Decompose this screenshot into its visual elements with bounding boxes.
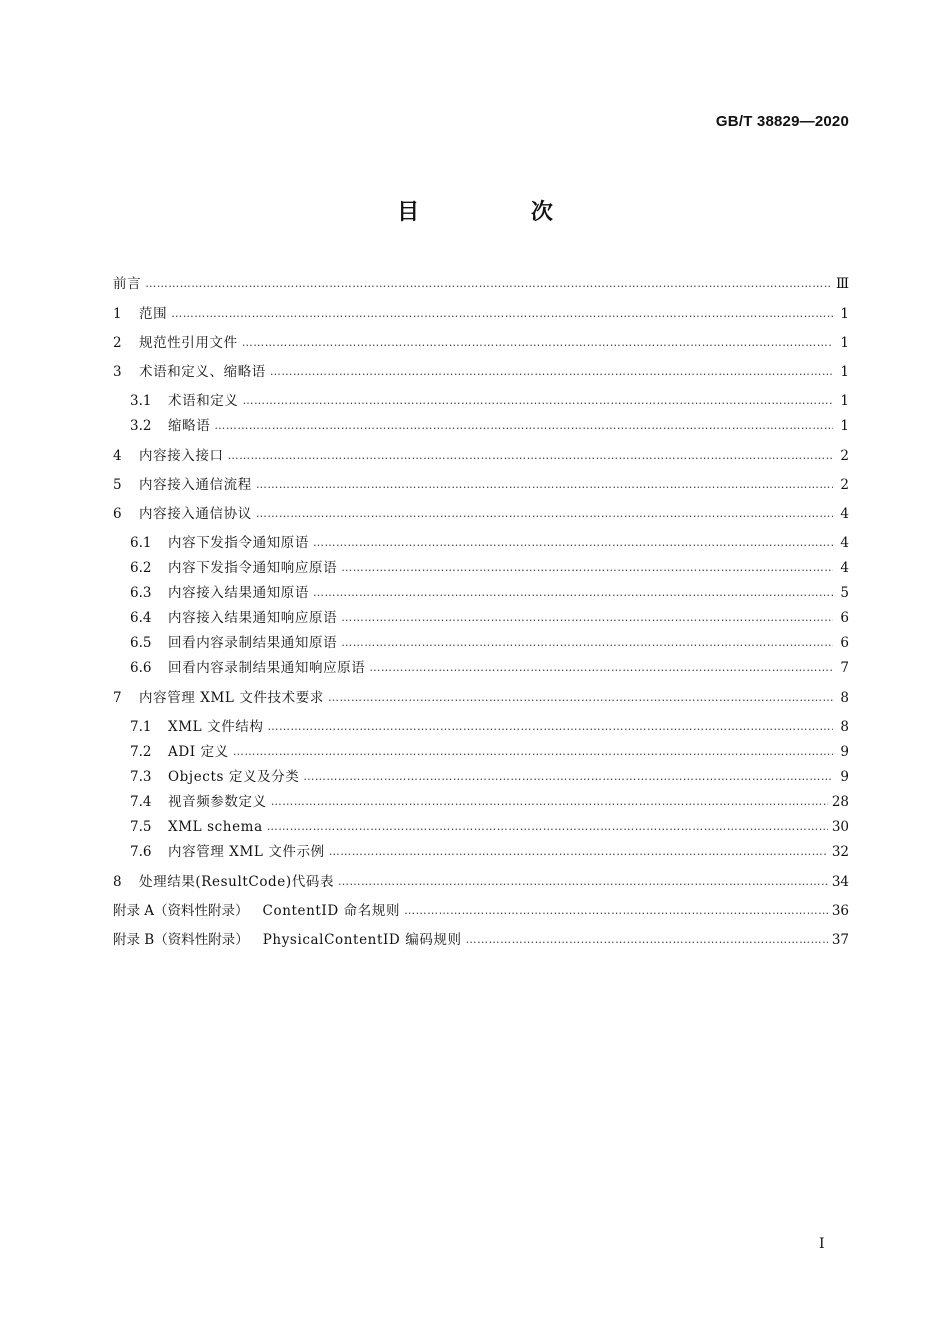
toc-entry-page: 32: [831, 844, 849, 860]
toc-entry[interactable]: [130, 632, 849, 654]
toc-entry-number: 7.4: [130, 794, 152, 810]
toc-entry-number: 3: [113, 364, 122, 380]
toc-entry-page: 8: [840, 690, 849, 706]
toc-entry-number: 6.1: [130, 535, 152, 551]
toc-entry-page: 1: [840, 364, 849, 380]
toc-entry-title: 回看内容录制结果通知原语: [168, 635, 338, 651]
toc-entry-page: 5: [840, 585, 849, 601]
toc-entry[interactable]: [130, 557, 849, 579]
toc-entry-number: 1: [113, 306, 122, 322]
dot-leader: [369, 657, 833, 679]
toc-entry-number: 7.2: [130, 744, 152, 760]
toc-entry[interactable]: [113, 871, 849, 893]
toc-entry-title: 处理结果(ResultCode)代码表: [139, 874, 335, 890]
toc-entry[interactable]: [130, 532, 849, 554]
toc-entry[interactable]: [113, 503, 849, 525]
dot-leader: [228, 445, 833, 467]
dot-leader: [341, 557, 833, 579]
toc-entry-number: 2: [113, 335, 122, 351]
toc-entry-number: 5: [113, 477, 122, 493]
toc-entry-title: 内容管理 XML 文件示例: [168, 844, 325, 860]
toc-entry-page: 28: [831, 794, 849, 810]
dot-leader: [466, 929, 828, 951]
toc-entry[interactable]: [130, 791, 849, 813]
toc-entry-page: 4: [840, 560, 849, 576]
dot-leader: [404, 900, 828, 922]
toc-entry-page: 37: [831, 932, 849, 948]
toc-entry[interactable]: [113, 445, 849, 467]
toc-entry-title: 前言: [113, 276, 142, 292]
dot-leader: [303, 766, 833, 788]
toc-entry-title: ContentID 命名规则: [262, 903, 401, 919]
toc-entry-page: Ⅲ: [835, 276, 849, 292]
toc-entry-title: 内容接入通信协议: [139, 506, 252, 522]
toc-entry-number: 7.3: [130, 769, 152, 785]
toc-entry-number: 6.4: [130, 610, 152, 626]
dot-leader: [267, 816, 828, 838]
toc-entry[interactable]: [113, 900, 849, 922]
toc-entry[interactable]: [113, 303, 849, 325]
toc-entry-title: XML 文件结构: [168, 719, 264, 735]
toc-entry[interactable]: [130, 582, 849, 604]
toc-entry-title: 内容接入通信流程: [139, 477, 252, 493]
toc-entry[interactable]: [130, 390, 849, 412]
standard-number: GB/T 38829—2020: [715, 113, 849, 130]
toc-entry-number: 6.5: [130, 635, 152, 651]
dot-leader: [341, 632, 833, 654]
toc-appendix-label: 附录 B（资料性附录）: [113, 932, 249, 948]
dot-leader: [338, 871, 828, 893]
toc-entry-number: 6.6: [130, 660, 152, 676]
toc-entry-page: 6: [840, 610, 849, 626]
toc-entry-page: 4: [840, 506, 849, 522]
dot-leader: [328, 687, 833, 709]
toc-entry-title: 缩略语: [168, 418, 211, 434]
toc-entry[interactable]: [130, 716, 849, 738]
toc-entry-number: 3.2: [130, 418, 152, 434]
toc-entry-page: 1: [840, 393, 849, 409]
toc-entry-title: ADI 定义: [168, 744, 229, 760]
dot-leader: [233, 741, 833, 763]
toc-entry-title: XML schema: [168, 819, 263, 835]
toc-entry[interactable]: [113, 332, 849, 354]
toc-entry-title: 范围: [139, 306, 168, 322]
toc-entry-page: 8: [840, 719, 849, 735]
toc-entry[interactable]: [130, 607, 849, 629]
dot-leader: [341, 607, 833, 629]
toc-entry-number: 6.3: [130, 585, 152, 601]
toc-entry-page: 2: [840, 448, 849, 464]
toc-entry-title: Objects 定义及分类: [168, 769, 300, 785]
toc-entry-page: 1: [840, 306, 849, 322]
toc-entry-number: 7.6: [130, 844, 152, 860]
dot-leader: [268, 716, 834, 738]
toc-entry-page: 34: [831, 874, 849, 890]
toc-entry-title: PhysicalContentID 编码规则: [262, 932, 462, 948]
toc-entry-title: 内容接入结果通知响应原语: [168, 610, 338, 626]
toc-entry-title: 内容下发指令通知响应原语: [168, 560, 338, 576]
toc-entry[interactable]: [113, 273, 849, 295]
toc-entry-page: 36: [831, 903, 849, 919]
toc-entry[interactable]: [130, 841, 849, 863]
toc-entry-title: 视音频参数定义: [168, 794, 267, 810]
toc-entry-page: 9: [840, 769, 849, 785]
toc-appendix-label: 附录 A（资料性附录）: [113, 903, 249, 919]
toc-entry[interactable]: [130, 741, 849, 763]
toc-entry-title: 内容下发指令通知原语: [168, 535, 309, 551]
toc-entry[interactable]: [113, 361, 849, 383]
toc-entry-title: 内容接入结果通知原语: [168, 585, 309, 601]
toc-entry[interactable]: [113, 687, 849, 709]
toc-entry[interactable]: [130, 816, 849, 838]
dot-leader: [171, 303, 833, 325]
dot-leader: [271, 791, 828, 813]
toc-entry-page: 1: [840, 418, 849, 434]
toc-entry-title: 术语和定义: [168, 393, 239, 409]
toc-entry-title: 术语和定义、缩略语: [139, 364, 266, 380]
toc-entry-page: 30: [831, 819, 849, 835]
toc-entry-page: 1: [840, 335, 849, 351]
dot-leader: [329, 841, 828, 863]
dot-leader: [243, 390, 834, 412]
toc-entry[interactable]: [130, 657, 849, 679]
dot-leader: [256, 474, 833, 496]
toc-entry[interactable]: [130, 415, 849, 437]
dot-leader: [270, 361, 833, 383]
toc-entry-number: 6.2: [130, 560, 152, 576]
toc-entry[interactable]: [130, 766, 849, 788]
toc-entry[interactable]: [113, 474, 849, 496]
toc-entry-page: 9: [840, 744, 849, 760]
toc-entry-page: 4: [840, 535, 849, 551]
toc-entry-number: 7: [113, 690, 122, 706]
toc-entry-title: 内容管理 XML 文件技术要求: [139, 690, 324, 706]
toc-entry-title: 规范性引用文件: [139, 335, 238, 351]
dot-leader: [256, 503, 833, 525]
toc-entry-page: 6: [840, 635, 849, 651]
footer-page-number: I: [819, 1236, 825, 1252]
toc-entry-page: 2: [840, 477, 849, 493]
dot-leader: [313, 582, 833, 604]
toc-entry-number: 3.1: [130, 393, 152, 409]
toc-entry-title: 回看内容录制结果通知响应原语: [168, 660, 366, 676]
dot-leader: [214, 415, 833, 437]
toc-entry-number: 6: [113, 506, 122, 522]
toc-entry-number: 8: [113, 874, 122, 890]
page-title: 目 次: [397, 200, 605, 225]
toc-entry-page: 7: [840, 660, 849, 676]
toc-entry-number: 7.1: [130, 719, 152, 735]
toc-entry-number: 7.5: [130, 819, 152, 835]
dot-leader: [145, 273, 832, 295]
toc-entry-number: 4: [113, 448, 122, 464]
dot-leader: [313, 532, 833, 554]
toc-entry[interactable]: [113, 929, 849, 951]
toc-entry-title: 内容接入接口: [139, 448, 224, 464]
dot-leader: [242, 332, 833, 354]
